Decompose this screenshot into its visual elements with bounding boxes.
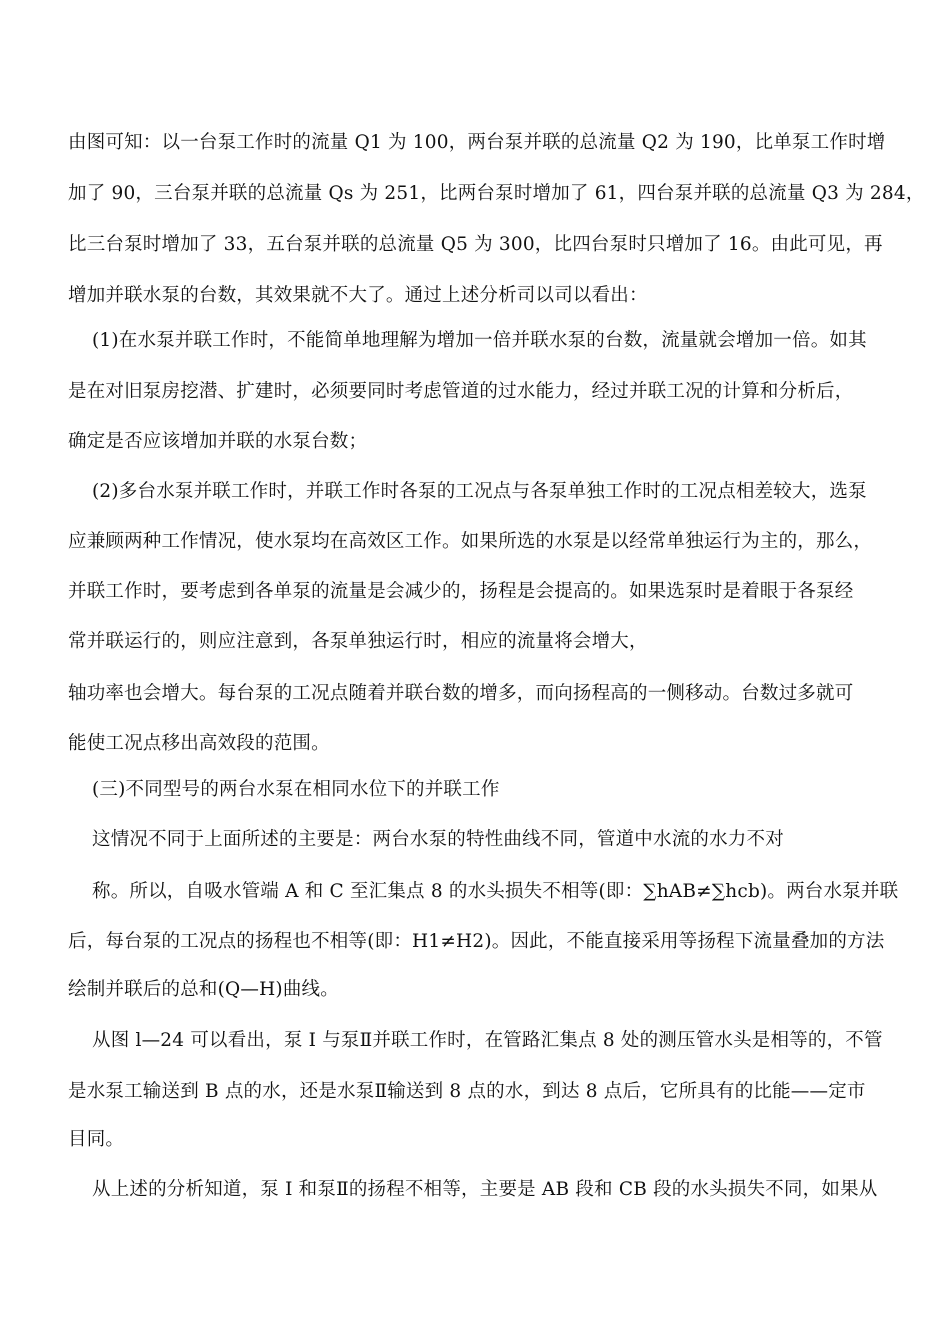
text-line: 轴功率也会增大。每台泵的工况点随着并联台数的增多，而向扬程高的一侧移动。台数过多就可 <box>68 683 854 704</box>
text-line: 确定是否应该增加并联的水泵台数； <box>68 431 368 452</box>
text-line: 加了 90，三台泵并联的总流量 Qs 为 251，比两台泵时增加了 61，四台泵并联的总流量 Q3 为 284， <box>68 183 925 204</box>
text-line: 目同。 <box>68 1129 125 1150</box>
text-line: 从图 l—24 可以看出，泵 I 与泵Ⅱ并联工作时，在管路汇集点 8 处的测压管水头是相等的，不管 <box>92 1030 883 1051</box>
text-line: 绘制并联后的总和(Q—H)曲线。 <box>68 979 339 1000</box>
text-line: (2)多台水泵并联工作时，并联工作时各泵的工况点与各泵单独工作时的工况点相差较大，选泵 <box>92 481 867 502</box>
text-line: 后，每台泵的工况点的扬程也不相等(即：H1≠H2)。因此，不能直接采用等扬程下流量叠加的方法 <box>68 931 885 952</box>
text-line: (1)在水泵并联工作时，不能简单地理解为增加一倍并联水泵的台数，流量就会增加一倍。如其 <box>92 330 867 351</box>
section-heading: (三)不同型号的两台水泵在相同水位下的并联工作 <box>92 779 500 800</box>
text-line: 从上述的分析知道，泵 I 和泵Ⅱ的扬程不相等，主要是 AB 段和 CB 段的水头损失不同，如果从 <box>92 1179 878 1200</box>
text-line: 这情况不同于上面所述的主要是：两台水泵的特性曲线不同，管道中水流的水力不对 <box>92 829 784 850</box>
text-line: 增加并联水泵的台数，其效果就不大了。通过上述分析司以司以看出： <box>68 285 648 306</box>
text-line: 并联工作时，要考虑到各单泵的流量是会减少的，扬程是会提高的。如果选泵时是着眼于各泵经 <box>68 581 854 602</box>
text-line: 常并联运行的，则应注意到，各泵单独运行时，相应的流量将会增大， <box>68 631 648 652</box>
text-line: 是在对旧泵房挖潜、扩建时，必须要同时考虑管道的过水能力，经过并联工况的计算和分析后， <box>68 381 854 402</box>
text-line: 比三台泵时增加了 33，五台泵并联的总流量 Q5 为 300，比四台泵时只增加了 16。由此可见，再 <box>68 234 883 255</box>
text-line: 称。所以，自吸水管端 A 和 C 至汇集点 8 的水头损失不相等(即：∑hAB≠∑hcb)。两台水泵并联 <box>92 881 899 902</box>
text-line: 由图可知：以一台泵工作时的流量 Q1 为 100，两台泵并联的总流量 Q2 为 190，比单泵工作时增 <box>68 132 886 153</box>
text-line: 应兼顾两种工作情况，使水泵均在高效区工作。如果所选的水泵是以经常单独运行为主的，那么， <box>68 531 873 552</box>
text-line: 是水泵工输送到 B 点的水，还是水泵Ⅱ输送到 8 点的水，到达 8 点后，它所具有的比能——定市 <box>68 1081 866 1102</box>
text-line: 能使工况点移出高效段的范围。 <box>68 733 330 754</box>
